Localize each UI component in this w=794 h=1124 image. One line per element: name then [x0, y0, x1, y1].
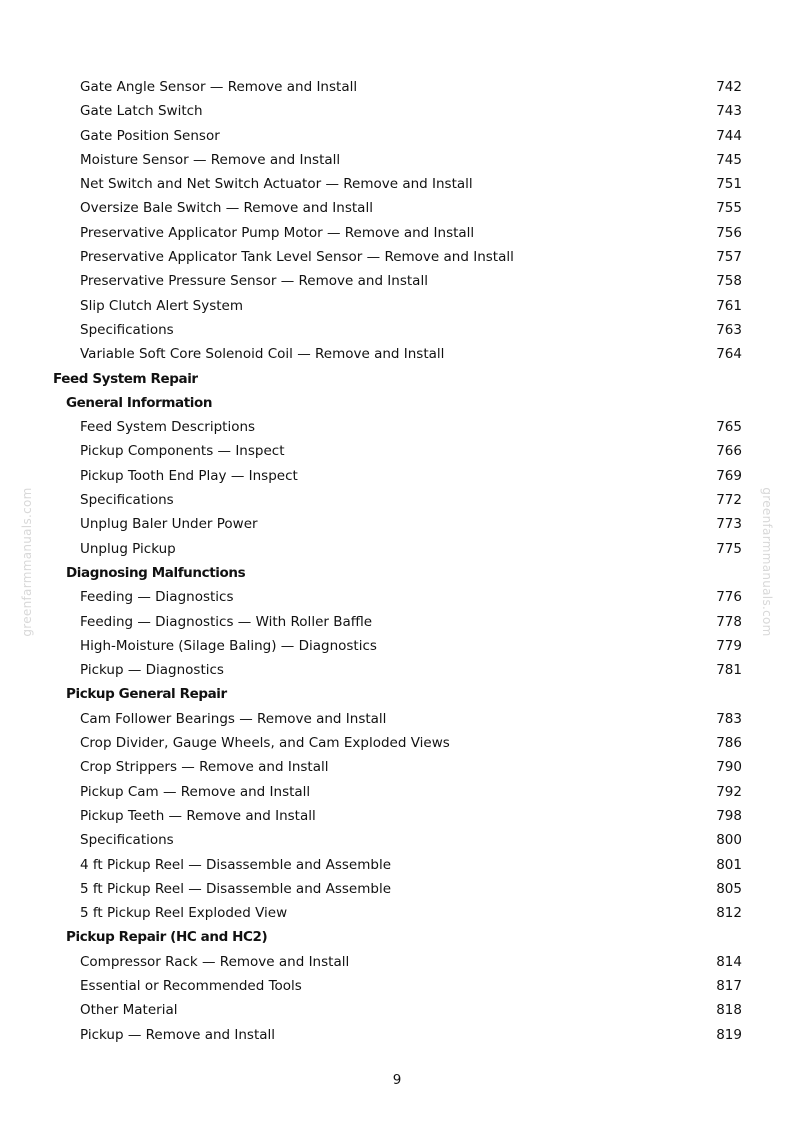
toc-entry-page: 779 — [716, 637, 742, 654]
toc-entry[interactable] — [0, 512, 794, 536]
toc-entry-page: 781 — [716, 662, 742, 679]
toc-entry-title: Specifications — [80, 832, 174, 849]
toc-subsection-heading[interactable] — [0, 925, 794, 949]
toc-entry-title: Gate Position Sensor — [80, 127, 220, 144]
toc-entry[interactable] — [0, 488, 794, 512]
toc-entry-page: 776 — [716, 589, 742, 606]
watermark-right: greenfarmmanuals.com — [760, 487, 774, 637]
toc-entry-page: 763 — [716, 321, 742, 338]
toc-entry-page: 751 — [716, 176, 742, 193]
toc-entry-page: 757 — [716, 249, 742, 266]
toc-entry[interactable] — [0, 269, 794, 293]
watermark-left: greenfarmmanuals.com — [20, 487, 34, 637]
toc-entry-page: 812 — [716, 905, 742, 922]
toc-entry[interactable] — [0, 755, 794, 779]
toc-entry-title: Other Material — [80, 1002, 178, 1019]
toc-entry[interactable] — [0, 610, 794, 634]
toc-entry-title: Preservative Applicator Tank Level Sensor — Remove and Install — [80, 249, 514, 266]
toc-entry-title: Gate Angle Sensor — Remove and Install — [80, 79, 358, 95]
toc-entry-page: 814 — [716, 953, 742, 970]
toc-entry-page: 769 — [716, 467, 742, 484]
toc-entry[interactable] — [0, 731, 794, 755]
toc-entry-page: 766 — [716, 443, 742, 460]
toc-entry-title: Pickup Tooth End Play — Inspect — [80, 467, 298, 484]
toc-entry-title: High-Moisture (Silage Baling) — Diagnostics — [80, 637, 377, 654]
toc-entry-title: Diagnosing Malfunctions — [66, 564, 246, 581]
toc-entry[interactable] — [0, 1023, 794, 1047]
toc-entry[interactable] — [0, 196, 794, 220]
toc-entry[interactable] — [0, 658, 794, 682]
toc-entry-title: Essential or Recommended Tools — [80, 977, 302, 994]
toc-entry-title: Pickup — Diagnostics — [80, 662, 224, 679]
toc-entry-title: Compressor Rack — Remove and Install — [80, 953, 350, 970]
toc-entry[interactable] — [0, 124, 794, 148]
toc-entry-title: 4 ft Pickup Reel — Disassemble and Assemble — [80, 856, 392, 873]
toc-entry-page: 756 — [716, 224, 742, 241]
toc-entry[interactable] — [0, 99, 794, 123]
toc-entry-title: Moisture Sensor — Remove and Install — [80, 151, 341, 168]
toc-entry-title: Crop Divider, Gauge Wheels, and Cam Exploded Views — [80, 735, 450, 752]
toc-entry-page: 758 — [716, 273, 742, 290]
toc-entry-page: 778 — [716, 613, 742, 630]
toc-entry[interactable] — [0, 804, 794, 828]
toc-entry-title: Gate Latch Switch — [80, 103, 203, 120]
toc-entry-page: 764 — [716, 346, 742, 363]
toc-entry-title: Feeding — Diagnostics — [80, 589, 234, 606]
toc-entry[interactable] — [0, 415, 794, 439]
toc-entry-page: 798 — [716, 807, 742, 824]
toc-entry-title: Specifications — [80, 321, 174, 338]
toc-entry-page: 819 — [716, 1026, 742, 1043]
toc-entry[interactable] — [0, 221, 794, 245]
toc-entry[interactable] — [0, 342, 794, 366]
toc-entry-page: 792 — [716, 783, 742, 800]
toc-entry-title: Pickup Repair (HC and HC2) — [66, 929, 268, 946]
toc-entry[interactable] — [0, 537, 794, 561]
toc-entry-page: 761 — [716, 297, 742, 314]
toc-subsection-heading[interactable] — [0, 682, 794, 706]
toc-entry-title: Unplug Pickup — [80, 540, 176, 557]
toc-entry-title: Slip Clutch Alert System — [80, 297, 243, 314]
toc-entry[interactable] — [0, 245, 794, 269]
toc-entry-page: 818 — [716, 1002, 742, 1019]
toc-entry-title: Feed System Repair — [53, 370, 198, 387]
toc-entry[interactable] — [0, 901, 794, 925]
toc-entry-page: 745 — [716, 151, 742, 168]
toc-entry[interactable] — [0, 464, 794, 488]
toc-entry-title: Preservative Applicator Pump Motor — Remove and Install — [80, 224, 475, 241]
toc-entry-page: 817 — [716, 977, 742, 994]
toc-entry[interactable] — [0, 877, 794, 901]
toc-entry[interactable] — [0, 294, 794, 318]
toc-entry-title: Feed System Descriptions — [80, 419, 256, 436]
toc-entry[interactable] — [0, 172, 794, 196]
toc-entry-title: 5 ft Pickup Reel Exploded View — [80, 905, 288, 922]
toc-entry-page: 805 — [716, 880, 742, 897]
table-of-contents — [0, 75, 794, 1047]
toc-entry-page: 743 — [716, 103, 742, 120]
toc-entry[interactable] — [0, 780, 794, 804]
toc-entry-title: Pickup Components — Inspect — [80, 443, 285, 460]
toc-entry[interactable] — [0, 439, 794, 463]
toc-entry-page: 786 — [716, 735, 742, 752]
toc-entry[interactable] — [0, 974, 794, 998]
toc-entry-page: 783 — [716, 710, 742, 727]
toc-subsection-heading[interactable] — [0, 561, 794, 585]
toc-entry-title: Preservative Pressure Sensor — Remove and Install — [80, 273, 428, 290]
toc-entry-page: 773 — [716, 516, 742, 533]
toc-entry-page: 755 — [716, 200, 742, 217]
toc-section-heading[interactable] — [0, 367, 794, 391]
page-number: 9 — [392, 1072, 402, 1088]
toc-entry-title: Net Switch and Net Switch Actuator — Remove and Install — [80, 176, 473, 193]
toc-entry-page: 744 — [716, 127, 742, 144]
toc-entry-title: Variable Soft Core Solenoid Coil — Remove and Install — [80, 346, 445, 363]
toc-entry-title: 5 ft Pickup Reel — Disassemble and Assemble — [80, 880, 392, 897]
toc-entry[interactable] — [0, 318, 794, 342]
toc-entry[interactable] — [0, 828, 794, 852]
toc-entry-title: Pickup General Repair — [66, 686, 227, 703]
toc-entry-title: Pickup Teeth — Remove and Install — [80, 807, 316, 824]
toc-entry-title: Cam Follower Bearings — Remove and Install — [80, 710, 387, 727]
toc-entry[interactable] — [0, 75, 794, 99]
toc-entry-page: 765 — [716, 419, 742, 436]
toc-entry-page: 742 — [716, 79, 742, 95]
toc-entry-page: 801 — [716, 856, 742, 873]
toc-subsection-heading[interactable] — [0, 391, 794, 415]
toc-entry-title: Oversize Bale Switch — Remove and Install — [80, 200, 373, 217]
toc-entry-title: Specifications — [80, 492, 174, 509]
toc-entry-title: Unplug Baler Under Power — [80, 516, 258, 533]
toc-entry[interactable] — [0, 998, 794, 1022]
toc-entry-title: Pickup — Remove and Install — [80, 1026, 276, 1043]
toc-entry-page: 775 — [716, 540, 742, 557]
toc-entry-title: Pickup Cam — Remove and Install — [80, 783, 311, 800]
toc-entry[interactable] — [0, 634, 794, 658]
toc-entry-page: 772 — [716, 492, 742, 509]
toc-entry-page: 790 — [716, 759, 742, 776]
toc-entry[interactable] — [0, 950, 794, 974]
toc-entry-page: 800 — [716, 832, 742, 849]
toc-entry-title: Feeding — Diagnostics — With Roller Baffle — [80, 613, 373, 630]
toc-entry-title: General Information — [66, 394, 213, 411]
toc-entry[interactable] — [0, 148, 794, 172]
toc-entry[interactable] — [0, 853, 794, 877]
toc-entry-title: Crop Strippers — Remove and Install — [80, 759, 329, 776]
toc-entry[interactable] — [0, 585, 794, 609]
toc-entry[interactable] — [0, 707, 794, 731]
